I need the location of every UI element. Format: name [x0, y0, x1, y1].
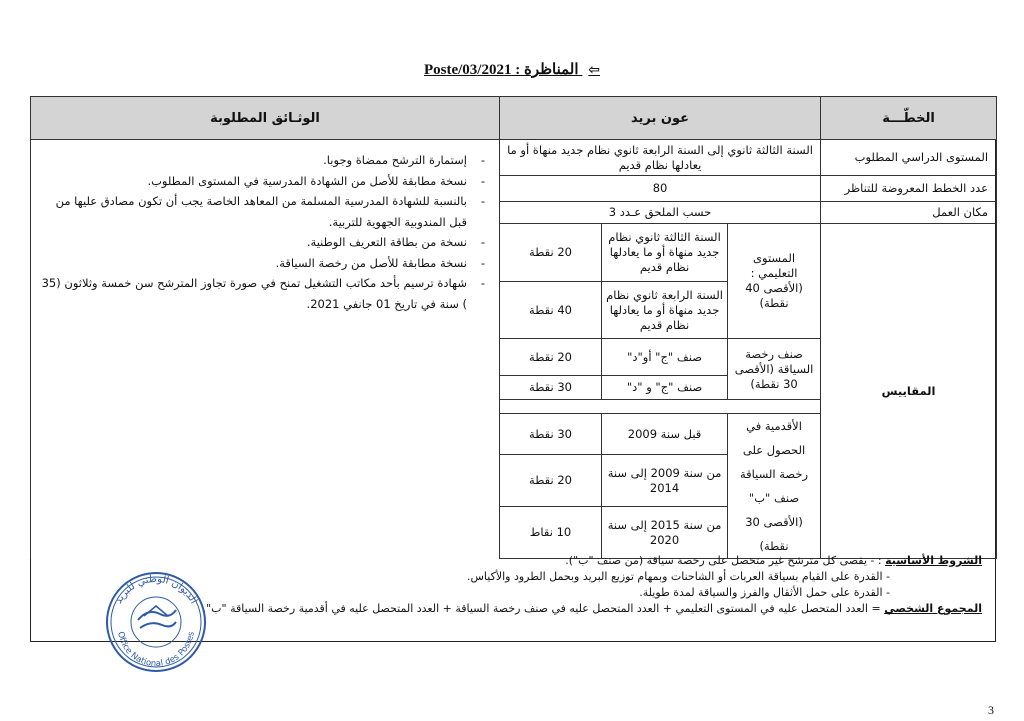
- document-item: - شهادة ترسيم بأحد مكاتب التشغيل تمنح في صورة تجاوز المترشح سن خمسة وثلاثون (35 ) سنة في تاريخ 01 جانفي 2021.: [39, 273, 487, 314]
- criteria-points-2-2: 10 نقاط: [500, 507, 602, 559]
- competition-table: [30, 96, 997, 559]
- total-label: المجموع الشخصي: [884, 602, 982, 615]
- place-value: حسب الملحق عـدد 3: [500, 202, 821, 224]
- total-text: = العدد المتحصل عليه في المستوى التعليمي + العدد المتحصل عليه في صنف رخصة السياقة + العدد المتحصل عليه في أقدمية رخصة السياقة "ب".: [202, 602, 885, 615]
- criteria-item-1-1: صنف "ج" و "د": [602, 376, 728, 400]
- total-line: [202, 601, 982, 617]
- criteria-item-2-0: قبل سنة 2009: [602, 414, 728, 455]
- place-label: مكان العمل: [821, 202, 997, 224]
- level-value: السنة الثالثة ثانوي إلى السنة الرابعة ثانوي نظام جديد منهاة أو ما يعادلها نظام قديم: [500, 140, 821, 176]
- document-item: - نسخة مطابقة للأصل من الشهادة المدرسية في المستوى المطلوب.: [39, 171, 487, 192]
- page-number: 3: [988, 703, 994, 717]
- seal-french-text: Office National des Postes: [115, 630, 197, 670]
- conditions-item: - القدرة على القيام بسياقة العربات أو الشاحنات وبمهام توزيع البريد وبحمل الطرود والأكياس.: [466, 570, 890, 583]
- svg-text:Office National des Postes: [115, 630, 197, 669]
- criteria-item-0-0: السنة الثالثة ثانوي نظام جديد منهاة أو ما يعادلها نظام قديم: [602, 224, 728, 282]
- svg-text:الديوان الوطني للبريد: [113, 574, 199, 606]
- criteria-group-1: صنف رخصة السياقة (الأقصى 30 نقطة): [728, 339, 821, 400]
- header-plan: الخطّـــة: [821, 97, 997, 140]
- criteria-item-2-1: من سنة 2009 إلى سنة 2014: [602, 455, 728, 507]
- document-item: - إستمارة الترشح ممضاة وجوبا.: [39, 150, 487, 171]
- arrow-left-icon: ⇦: [588, 62, 601, 78]
- criteria-points-1-1: 30 نقطة: [500, 376, 602, 400]
- criteria-item-2-2: من سنة 2015 إلى سنة 2020: [602, 507, 728, 559]
- header-post: عون بريد: [500, 97, 821, 140]
- competition-title: [0, 60, 1024, 79]
- level-label: المستوى الدراسي المطلوب: [821, 140, 997, 176]
- criteria-item-1-0: صنف "ج" أو"د": [602, 339, 728, 376]
- criteria-points-1-0: 20 نقطة: [500, 339, 602, 376]
- criteria-group-0: المستوى التعليمي : (الأقصى 40 نقطة): [728, 224, 821, 339]
- count-value: 80: [500, 176, 821, 202]
- seal-arabic-text: الديوان الوطني للبريد: [113, 573, 199, 606]
- competition-title-text: المناظرة : 2021/Poste/03: [423, 62, 579, 78]
- criteria-item-0-1: السنة الرابعة ثانوي نظام جديد منهاة أو ما يعادلها نظام قديم: [602, 282, 728, 339]
- conditions-label: الشروط الأساسية: [885, 554, 982, 567]
- criteria-group-2: الأقدمية في الحصول على رخصة السياقة صنف "ب" (الأقصى 30 نقطة): [728, 414, 821, 559]
- count-label: عدد الخطط المعروضة للتناظر: [821, 176, 997, 202]
- conditions-item: - القدرة على حمل الأثقال والفرز والسياقة لمدة طويلة.: [639, 586, 890, 599]
- header-documents: الوثـائق المطلوبة: [31, 97, 500, 140]
- conditions-line: [230, 553, 982, 569]
- conditions-first: : - يقصى كل مترشح غير متحصل على رخصة سياقة (من صنف "ب").: [565, 554, 886, 567]
- criteria-points-2-1: 20 نقطة: [500, 455, 602, 507]
- document-item: - نسخة مطابقة للأصل من رخصة السياقة.: [39, 253, 487, 274]
- documents-cell: [31, 140, 500, 559]
- document-item: - نسخة من بطاقة التعريف الوطنية.: [39, 232, 487, 253]
- footer-notes: [202, 553, 982, 617]
- document-item: - بالنسبة للشهادة المدرسية المسلمة من المعاهد الخاصة يجب أن تكون مصادق عليها من قبل المندوبية الجهوية للتربية.: [39, 191, 487, 232]
- office-stamp-icon: [104, 570, 208, 674]
- documents-list: [39, 150, 487, 314]
- criteria-points-0-1: 40 نقطة: [500, 282, 602, 339]
- criteria-points-2-0: 30 نقطة: [500, 414, 602, 455]
- criteria-points-0-0: 20 نقطة: [500, 224, 602, 282]
- criteria-label: المقاييس: [821, 224, 997, 559]
